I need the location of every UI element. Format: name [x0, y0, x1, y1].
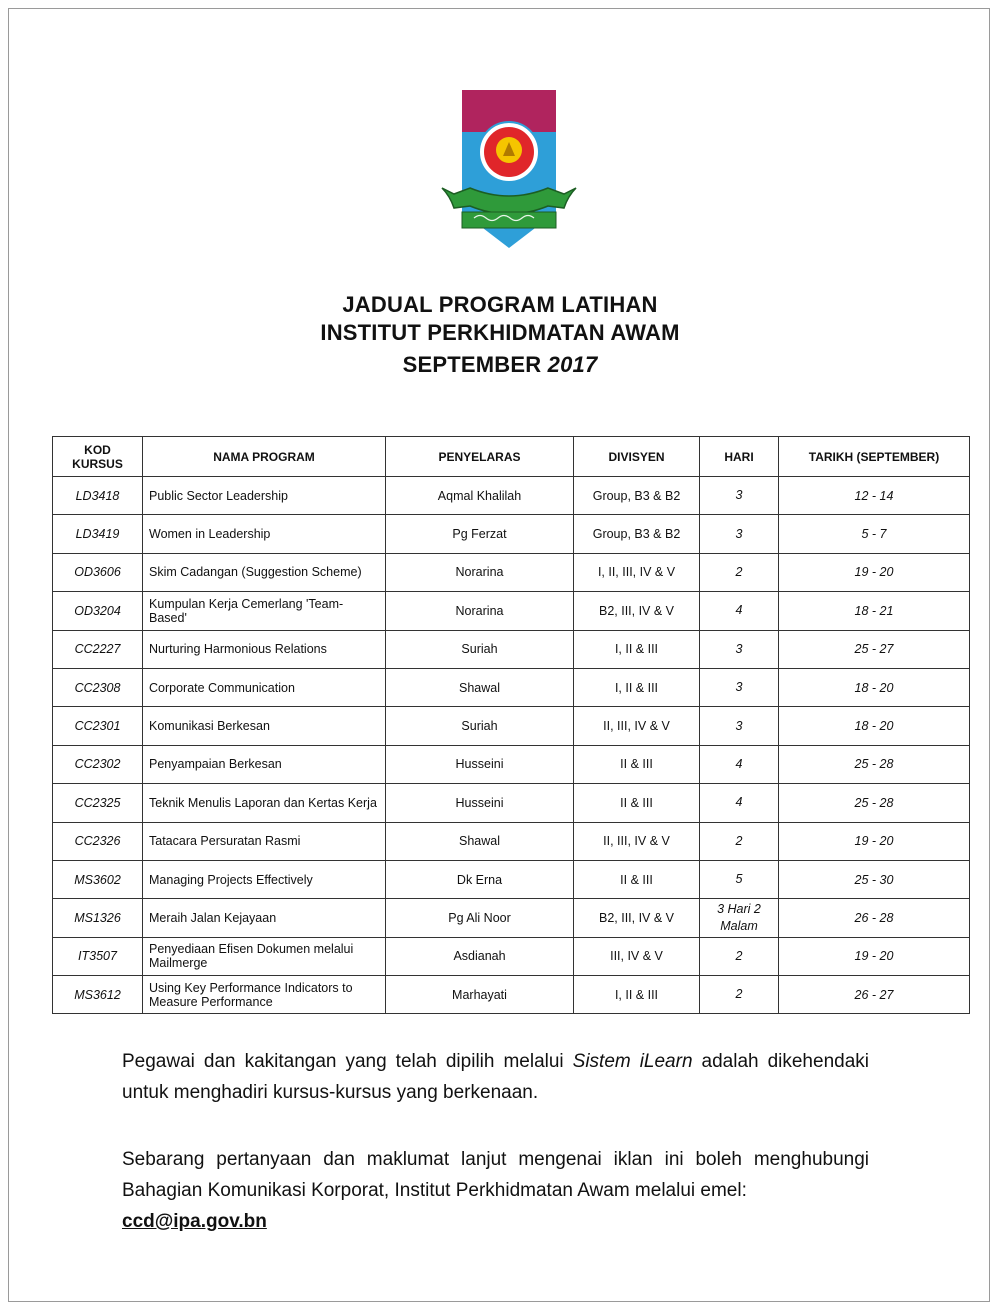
cell-coordinator: Shawal	[386, 822, 574, 860]
cell-program-name: Teknik Menulis Laporan dan Kertas Kerja	[143, 784, 386, 822]
table-row	[53, 899, 970, 937]
cell-course-code: OD3204	[53, 592, 143, 630]
cell-division: II & III	[574, 745, 700, 783]
cell-division: III, IV & V	[574, 937, 700, 975]
cell-days: 2	[700, 553, 779, 591]
cell-division: I, II, III, IV & V	[574, 553, 700, 591]
title-line-3	[0, 352, 1000, 378]
cell-division: I, II & III	[574, 668, 700, 706]
table-row	[53, 477, 970, 515]
cell-division: I, II & III	[574, 630, 700, 668]
table-row	[53, 976, 970, 1014]
cell-coordinator: Norarina	[386, 553, 574, 591]
contact-email-link[interactable]: ccd@ipa.gov.bn	[122, 1211, 267, 1232]
cell-program-name: Komunikasi Berkesan	[143, 707, 386, 745]
table-row	[53, 515, 970, 553]
cell-coordinator: Aqmal Khalilah	[386, 477, 574, 515]
cell-course-code: LD3419	[53, 515, 143, 553]
cell-course-code: CC2302	[53, 745, 143, 783]
cell-program-name: Skim Cadangan (Suggestion Scheme)	[143, 553, 386, 591]
cell-days: 3	[700, 477, 779, 515]
cell-division: Group, B3 & B2	[574, 515, 700, 553]
header-code-line-1: KOD	[84, 442, 111, 457]
cell-days: 4	[700, 745, 779, 783]
header-coordinator: PENYELARAS	[386, 437, 574, 477]
cell-days: 3	[700, 630, 779, 668]
notice-paragraph-1	[122, 1046, 869, 1108]
cell-days: 3	[700, 707, 779, 745]
cell-date: 19 - 20	[779, 937, 970, 975]
table-row	[53, 630, 970, 668]
cell-days: 3	[700, 668, 779, 706]
cell-division: II, III, IV & V	[574, 707, 700, 745]
cell-course-code: MS1326	[53, 899, 143, 937]
cell-program-name: Women in Leadership	[143, 515, 386, 553]
table-row	[53, 860, 970, 898]
cell-coordinator: Dk Erna	[386, 860, 574, 898]
cell-coordinator: Shawal	[386, 668, 574, 706]
cell-days: 4	[700, 784, 779, 822]
cell-date: 19 - 20	[779, 822, 970, 860]
table-row	[53, 553, 970, 591]
cell-coordinator: Suriah	[386, 630, 574, 668]
cell-days: 2	[700, 822, 779, 860]
cell-program-name: Penyediaan Efisen Dokumen melalui Mailmerge	[143, 937, 386, 975]
cell-date: 5 - 7	[779, 515, 970, 553]
cell-course-code: CC2326	[53, 822, 143, 860]
cell-date: 25 - 28	[779, 745, 970, 783]
cell-date: 18 - 20	[779, 668, 970, 706]
cell-course-code: CC2301	[53, 707, 143, 745]
cell-date: 26 - 27	[779, 976, 970, 1014]
cell-coordinator: Pg Ferzat	[386, 515, 574, 553]
cell-days: 3 Hari 2 Malam	[700, 899, 779, 937]
title-line-2: INSTITUT PERKHIDMATAN AWAM	[320, 320, 680, 345]
title-line-1: JADUAL PROGRAM LATIHAN	[342, 292, 658, 317]
cell-program-name: Tatacara Persuratan Rasmi	[143, 822, 386, 860]
cell-course-code: OD3606	[53, 553, 143, 591]
cell-coordinator: Marhayati	[386, 976, 574, 1014]
cell-course-code: CC2227	[53, 630, 143, 668]
table-row	[53, 822, 970, 860]
header-course-code	[53, 437, 143, 477]
table-row	[53, 937, 970, 975]
header-code-line-2: KURSUS	[72, 456, 123, 471]
cell-coordinator: Husseini	[386, 784, 574, 822]
cell-division: B2, III, IV & V	[574, 899, 700, 937]
cell-days: 3	[700, 515, 779, 553]
table-header-row	[53, 437, 970, 477]
title-month: SEPTEMBER	[402, 352, 542, 377]
cell-division: I, II & III	[574, 976, 700, 1014]
cell-program-name: Penyampaian Berkesan	[143, 745, 386, 783]
table-row	[53, 707, 970, 745]
cell-coordinator: Suriah	[386, 707, 574, 745]
cell-course-code: MS3612	[53, 976, 143, 1014]
cell-date: 12 - 14	[779, 477, 970, 515]
cell-days: 5	[700, 860, 779, 898]
cell-date: 18 - 21	[779, 592, 970, 630]
cell-date: 18 - 20	[779, 707, 970, 745]
cell-days: 2	[700, 937, 779, 975]
title-year: 2017	[547, 352, 598, 377]
cell-course-code: CC2325	[53, 784, 143, 822]
table-row	[53, 592, 970, 630]
notice-p1-text: Pegawai dan kakitangan yang telah dipilih melalui	[122, 1051, 573, 1072]
notice-paragraph-2: Sebarang pertanyaan dan maklumat lanjut mengenai iklan ini boleh menghubungi Bahagian Komunikasi Korporat, Institut Perkhidmatan Awam melalui emel:	[122, 1149, 869, 1201]
cell-days: 2	[700, 976, 779, 1014]
header-program-name: NAMA PROGRAM	[143, 437, 386, 477]
cell-coordinator: Husseini	[386, 745, 574, 783]
cell-coordinator: Asdianah	[386, 937, 574, 975]
table-row	[53, 668, 970, 706]
cell-division: Group, B3 & B2	[574, 477, 700, 515]
table-row	[53, 745, 970, 783]
logo-ribbon-band	[462, 212, 556, 228]
header-days: HARI	[700, 437, 779, 477]
notice-p1-system-name: Sistem iLearn	[572, 1051, 693, 1072]
cell-division: II & III	[574, 784, 700, 822]
cell-days: 4	[700, 592, 779, 630]
institution-logo	[440, 90, 578, 255]
notice-p1-text-end: adalah dikehendaki untuk menghadiri kursus-kursus yang berkenaan.	[122, 1051, 869, 1103]
cell-date: 25 - 30	[779, 860, 970, 898]
cell-program-name: Using Key Performance Indicators to Measure Performance	[143, 976, 386, 1014]
cell-program-name: Meraih Jalan Kejayaan	[143, 899, 386, 937]
cell-coordinator: Pg Ali Noor	[386, 899, 574, 937]
cell-course-code: LD3418	[53, 477, 143, 515]
cell-division: B2, III, IV & V	[574, 592, 700, 630]
cell-coordinator: Norarina	[386, 592, 574, 630]
cell-division: II, III, IV & V	[574, 822, 700, 860]
header-division: DIVISYEN	[574, 437, 700, 477]
table-row	[53, 784, 970, 822]
cell-date: 19 - 20	[779, 553, 970, 591]
header-date: TARIKH (SEPTEMBER)	[779, 437, 970, 477]
cell-program-name: Public Sector Leadership	[143, 477, 386, 515]
training-schedule-table	[52, 436, 970, 1014]
cell-program-name: Nurturing Harmonious Relations	[143, 630, 386, 668]
cell-program-name: Managing Projects Effectively	[143, 860, 386, 898]
cell-program-name: Kumpulan Kerja Cemerlang 'Team-Based'	[143, 592, 386, 630]
cell-division: II & III	[574, 860, 700, 898]
cell-date: 25 - 27	[779, 630, 970, 668]
cell-course-code: IT3507	[53, 937, 143, 975]
cell-date: 26 - 28	[779, 899, 970, 937]
cell-program-name: Corporate Communication	[143, 668, 386, 706]
cell-course-code: CC2308	[53, 668, 143, 706]
cell-course-code: MS3602	[53, 860, 143, 898]
cell-date: 25 - 28	[779, 784, 970, 822]
